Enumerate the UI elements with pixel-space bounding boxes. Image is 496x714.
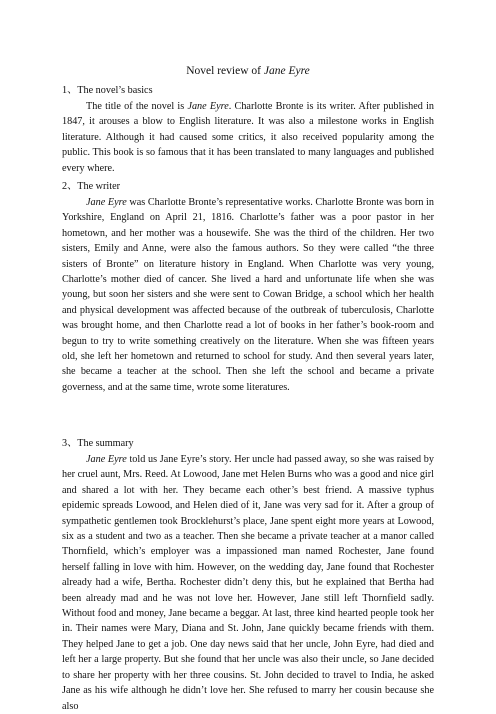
- section-novel-basics: [62, 85, 434, 176]
- book-title-italic: Jane Eyre: [86, 454, 127, 465]
- paragraph-text: The title of the novel is: [86, 101, 188, 112]
- section-paragraph: [62, 99, 434, 176]
- book-title-italic: Jane Eyre: [187, 101, 229, 112]
- section-paragraph: [62, 195, 434, 395]
- section-heading: 3、The summary: [62, 438, 134, 449]
- paragraph-text: was Charlotte Bronte’s representative works. Charlotte Bronte was born in Yorkshire, England on April 21, 1816. Charlotte’s father was a poor pastor in her hometown, and her mother was a housewife. She was the third of the children. Her two sisters, Emily and Anne, were also the famous authors. So they were called “the three sisters of Bronte” on literature history in England. When Charlotte was very young, Charlotte’s mother died of cancer. She lived a hard and unfortunate life when she was young, but soon her sisters and she were sent to Cowan Bridge, a school which her health and physical development was affected because of the outbreak of tuberculosis, Charlotte was brought home, and then Charlotte read a lot of books in her father’s book-room and begun to try to write something creatively on the literature. When she was fifteen years old, she left her hometown and returned to school for study. And then several years later, she became a teacher at the school. Then she left the school and became a private governess, and at the same time, wrote some literatures.: [62, 197, 434, 393]
- document-title: [0, 64, 496, 78]
- title-prefix: Novel review of: [186, 65, 264, 77]
- book-title-italic: Jane Eyre: [86, 197, 127, 208]
- title-book-name: Jane Eyre: [263, 65, 310, 77]
- section-paragraph: [62, 452, 434, 714]
- section-heading: 2、The writer: [62, 181, 120, 192]
- paragraph-text: . Charlotte Bronte is its writer. After published in 1847, it arouses a blow to English literature. It was also a milestone works in English literature. Although it had caused some critics, it also received popularity among the public. This book is so famous that it has been translated to many languages and published every where.: [62, 101, 434, 174]
- section-writer: [62, 181, 434, 395]
- section-summary: [62, 438, 434, 714]
- section-heading: 1、The novel’s basics: [62, 85, 153, 96]
- paragraph-text: told us Jane Eyre’s story. Her uncle had passed away, so she was raised by her cruel aunt, Mrs. Reed. At Lowood, Jane met Helen Burns who was a good and nice girl and shared a lot with her. They became each other’s best friend. A massive typhus epidemic spreads Lowood, and Helen died of it, Jane was very sad for it. After a group of sympathetic gentlemen took Brocklehurst’s place, Jane spent eight more years at Lowood, six as a student and two as a teacher. Then she became a private teacher at a manor called Thornfield, which’s employer was a impassioned man named Rochester, Jane found herself falling in love with him. However, on the wedding day, Jane found that Rochester already had a wife, Bertha. Rochester didn’t deny this, but he explained that Bertha had been already mad and he was not love her. However, Jane still left Thornfield sadly. Without food and money, Jane became a beggar. At last, three kind hearted people took her in. Their names were Mary, Diana and St. John, Jane quickly became friends with them. They helped Jane to get a job. One day news said that her uncle, John Eyre, had died and left her a large property. But she found that her uncle was also their uncle, so Jane decided to share her property with her three cousins. St. John decided to travel to India, he asked Jane as his wife although he didn’t love her. She refused to marry her cousin because she also: [62, 454, 434, 712]
